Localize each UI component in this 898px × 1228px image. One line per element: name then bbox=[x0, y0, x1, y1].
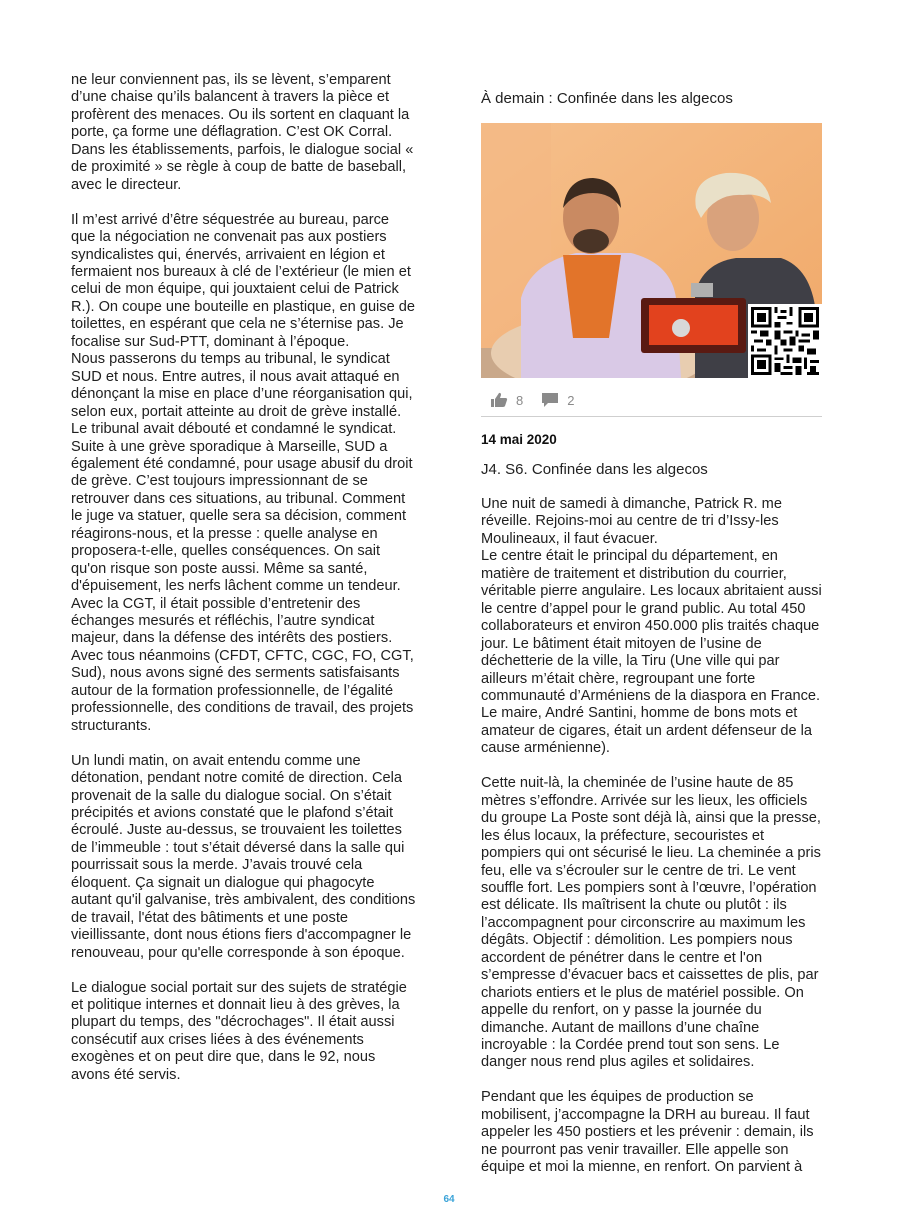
comment-icon bbox=[541, 392, 559, 408]
qr-code bbox=[748, 304, 822, 378]
video-caption: À demain : Confinée dans les algecos bbox=[481, 90, 733, 107]
post-date: 14 mai 2020 bbox=[481, 432, 557, 447]
post-paragraph-1: Une nuit de samedi à dimanche, Patrick R. me réveille. Rejoins-moi au centre de tri d’Issy-les Moulineaux, il faut évacuer. bbox=[481, 496, 782, 547]
post-paragraph-2: Le centre était le principal du département, en matière de traitement et distribution du courrier, véritable pierre angulaire. Les locaux abritaient aussi le centre d’appel pour le grand public. Au total 450 collaborateurs et environ 450.000 plis traités chaque jour. Le bâtiment était mitoyen de l’usine de déchetterie de la ville, la Tiru (Une ville qui par ailleurs m’était chère, regroupant une forte communauté d’Arméniens de la diaspora en France. Le maire, André Santini, homme de bons mots et amateur de cigares, était un ardent défenseur de la cause arménienne). bbox=[481, 548, 822, 757]
thumbs-up-icon bbox=[490, 392, 508, 408]
left-paragraph-1: ne leur conviennent pas, ils se lèvent, s’emparent d’une chaise qu’ils balancent à travers la pièce et profèrent des menaces. Ou ils sortent en claquant la porte, ça forme une déflagration. C’est OK Corral. Dans les établissements, parfois, le dialogue social « de proximité » se règle à coup de batte de baseball, avec le directeur. bbox=[71, 72, 414, 193]
left-paragraph-3: Nous passerons du temps au tribunal, le syndicat SUD et nous. Entre autres, il nous avait attaqué en dénonçant la mise en place d’une réorganisation qui, selon eux, portait atteinte au droit de grève installé. Le tribunal avait débouté et condamné le syndicat. Suite à une grève sporadique à Marseille, SUD a également été condamné, pour usage abusif du droit de grève. C’est toujours impressionnant de se retrouver dans ces situations, au tribunal. Comment le juge va statuer, quelle sera sa décision, comment réagirons-nous, et la presse : quelle analyse en proposera-t-elle, quelles conséquences. On sait qu'on risque son poste aussi. Même sa santé, d'épuisement, les nerfs lâchent comme un tendeur. bbox=[71, 351, 413, 595]
video-stats bbox=[490, 390, 592, 410]
comments-count: 2 bbox=[567, 392, 575, 408]
divider bbox=[481, 416, 822, 417]
post-body bbox=[481, 496, 827, 1177]
post-title: J4. S6. Confinée dans les algecos bbox=[481, 461, 708, 478]
left-paragraph-5: Un lundi matin, on avait entendu comme une détonation, pendant notre comité de direction. Cela provenait de la salle du dialogue social. On s’était précipités et avions constaté que le plafond s’était écroulé. Juste au-dessus, se trouvaient les toilettes de l’immeuble : tout s’était déversé dans la salle qui pourrissait sous la merde. J’avais trouvé cela éloquent. Ça signait un dialogue qui phagocyte autant qu'il galvanise, très ambivalent, des conditions de travail, l'état des bâtiments et une poste vieillissante, dont nous étions fiers d'accompagner le renouveau, pour qu'elle corresponde à son époque. bbox=[71, 752, 416, 961]
video-thumbnail[interactable] bbox=[481, 123, 822, 378]
left-column bbox=[71, 72, 416, 1084]
left-paragraph-2: Il m’est arrivé d’être séquestrée au bureau, parce que la négociation ne convenait pas aux postiers syndicalistes qui, énervés, arrivaient en légion et fermaient nos bureaux à clé de l’extérieur (le mien et celui de mon équipe, qui jouxtaient celui de Patrick R.). On coupe une bouteille en plastique, en guise de toilettes, en espérant que cela ne s’éternise pas. Je focalise sur Sud-PTT, dominant à l’époque. bbox=[71, 211, 416, 350]
page-number: 64 bbox=[443, 1194, 455, 1205]
comments-stat[interactable] bbox=[541, 392, 574, 408]
likes-count: 8 bbox=[516, 392, 524, 408]
post-paragraph-3: Cette nuit-là, la cheminée de l’usine haute de 85 mètres s’effondre. Arrivée sur les lieux, les officiels du groupe La Poste sont déjà là, ainsi que la presse, les élus locaux, la préfecture, secouristes et pompiers qui ont sécurisé le lieu. La cheminée a pris feu, elle va s’écrouler sur le centre de tri. Le vent souffle fort. Les pompiers sont à l’œuvre, l’opération est délicate. Ils maîtrisent la chute ou plutôt : ils l’accompagnent pour circonscrire au maximum les dégâts. Objectif : démolition. Les pompiers nous accordent de pénétrer dans le centre et l'on s’empresse d’évacuer bacs et caissettes de plis, par chariots entiers et le plus de matériel possible. On appelle du renfort, on y passe la journée du dimanche. Autant de maillons d’une chaîne incroyable : la Cordée prend tout son sens. Le danger nous rend plus agiles et solidaires. bbox=[481, 775, 821, 1071]
left-paragraph-4: Avec la CGT, il était possible d’entretenir des échanges mesurés et réfléchis, l’autre syndicat majeur, dans la défense des intérêts des postiers. Avec tous néanmoins (CFDT, CFTC, CGC, FO, CGT, Sud), nous avons signé des serments satisfaisants autour de la formation professionnelle, de l’égalité professionnelle, des conditions de travail, des projets structurants. bbox=[71, 595, 414, 734]
post-paragraph-4: Pendant que les équipes de production se mobilisent, j’accompagne la DRH au bureau. Il faut appeler les 450 postiers et les prévenir : demain, ils ne pourront pas venir travailler. Elle appelle son équipe et moi la mienne, en renfort. On parvient à bbox=[481, 1089, 814, 1176]
video-caption-block bbox=[481, 90, 826, 107]
likes-stat[interactable] bbox=[490, 392, 523, 408]
left-paragraph-6: Le dialogue social portait sur des sujets de stratégie et politique internes et donnait lieu à des grèves, la plupart du temps, des "décrochages". Il était aussi consécutif aux crises liées à des événements exogènes et on peut dire que, dans le 92, nous avons été servis. bbox=[71, 979, 407, 1083]
